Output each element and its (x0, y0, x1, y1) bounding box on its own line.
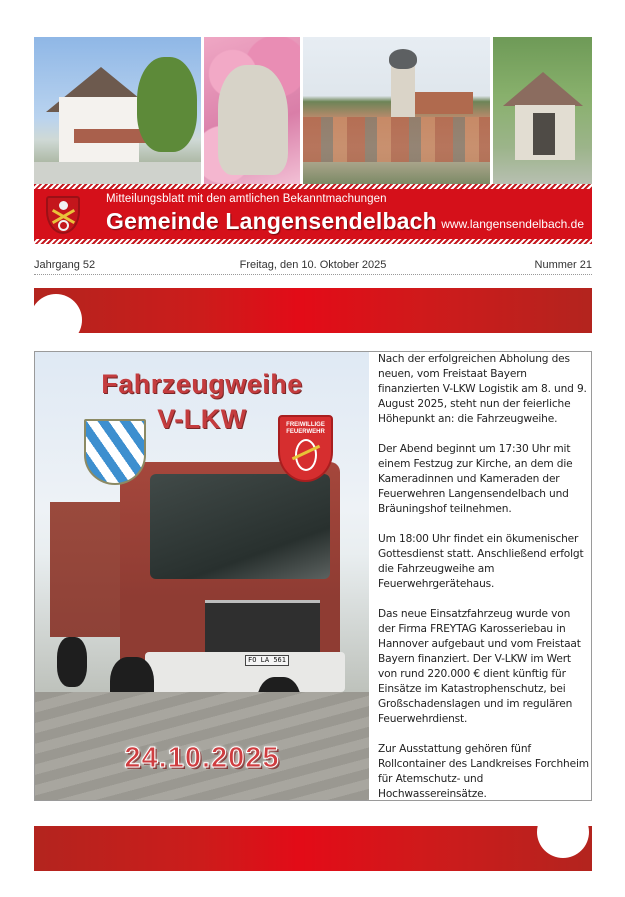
statue (218, 65, 288, 175)
masthead-title: Gemeinde Langensendelbach (106, 208, 437, 234)
issue-volume: Jahrgang 52 (34, 259, 96, 271)
article-paragraph: Zur Ausstattung gehören fünf Rollcontainer des Landkreises Forchheim für Atemschutz- und Hochwassereinsätze. (378, 743, 589, 800)
header-photo-strip (34, 37, 592, 184)
issue-info-bar (34, 259, 592, 275)
section-banner-bottom (34, 826, 592, 871)
event-poster (35, 352, 369, 800)
rose-icon (59, 201, 68, 210)
article-paragraph: Nach der erfolgreichen Abholung des neuen, vom Freistaat Bayern finanzierten V-LKW Logistik am 8. und 9. August 2025, steht nun der feierliche Höhepunkt an: die Fahrzeugweihe. (378, 353, 587, 425)
website-link[interactable]: www.langensendelbach.de (441, 217, 584, 231)
village-roofs (303, 117, 491, 162)
poster-subtitle: V-LKW (157, 404, 247, 434)
house-lower-roof (74, 129, 149, 143)
photo-chapel-hut (493, 37, 592, 184)
poster-date: 24.10.2025 (124, 742, 280, 774)
hut-door (533, 113, 555, 155)
issue-number: Nummer 21 (534, 259, 592, 271)
banner-circle-cutout (34, 294, 82, 333)
hatch-divider-top (34, 184, 592, 189)
church-roof (413, 92, 473, 114)
photo-church-panorama (303, 37, 491, 184)
banner-circle-cutout (537, 826, 589, 858)
article-paragraph: Um 18:00 Uhr findet ein ökumenischer Gottesdienst statt. Anschließend erfolgt die Fahrzeugweihe am Feuerwehrgerätehaus. (378, 533, 584, 590)
issue-date: Freitag, den 10. Oktober 2025 (239, 259, 387, 271)
road (34, 162, 201, 184)
photo-half-timbered-house (34, 37, 201, 184)
article-paragraph: Der Abend beginnt um 17:30 Uhr mit einem Festzug zur Kirche, an dem die Kameradinnen und Kameraden der Feuerwehren Langensendelbach und Bräuningshof teilnehmen. (378, 443, 573, 515)
badge-text: FREIWILLIGE FEUERWEHR (286, 422, 325, 435)
article-body (378, 352, 590, 817)
photo-statue-blossoms (204, 37, 300, 184)
coat-of-arms-icon (46, 196, 80, 234)
article-paragraph: Das neue Einsatzfahrzeug wurde von der Firma FREYTAG Karosseriebau in Hannover aufgebaut und vom Freistaat Bayern finanziert. Der V-LKW im Wert von rund 220.000 € dient künftig für Einsätze im Katastrophenschutz, bei Großschadenslagen und im regulären Feuerwehrdienst. (378, 608, 581, 725)
truck-windshield (150, 474, 330, 579)
license-plate: FO LA 561 (245, 655, 289, 666)
hut-roof (503, 72, 583, 106)
ring-icon (58, 220, 69, 231)
section-banner-top (34, 288, 592, 333)
bavarian-coat-of-arms-icon (84, 419, 146, 485)
truck-grille (205, 600, 320, 655)
fire-brigade-badge-icon (278, 415, 333, 482)
truck-body (50, 502, 130, 637)
masthead (34, 184, 592, 244)
masthead-subtitle: Mitteilungsblatt mit den amtlichen Bekanntmachungen (106, 193, 387, 205)
hatch-divider-bottom (34, 239, 592, 244)
article-fahrzeugweihe (34, 351, 592, 801)
wheel (57, 637, 87, 687)
tree (137, 57, 197, 152)
poster-title: Fahrzeugweihe (101, 369, 303, 399)
church-dome (389, 49, 417, 69)
